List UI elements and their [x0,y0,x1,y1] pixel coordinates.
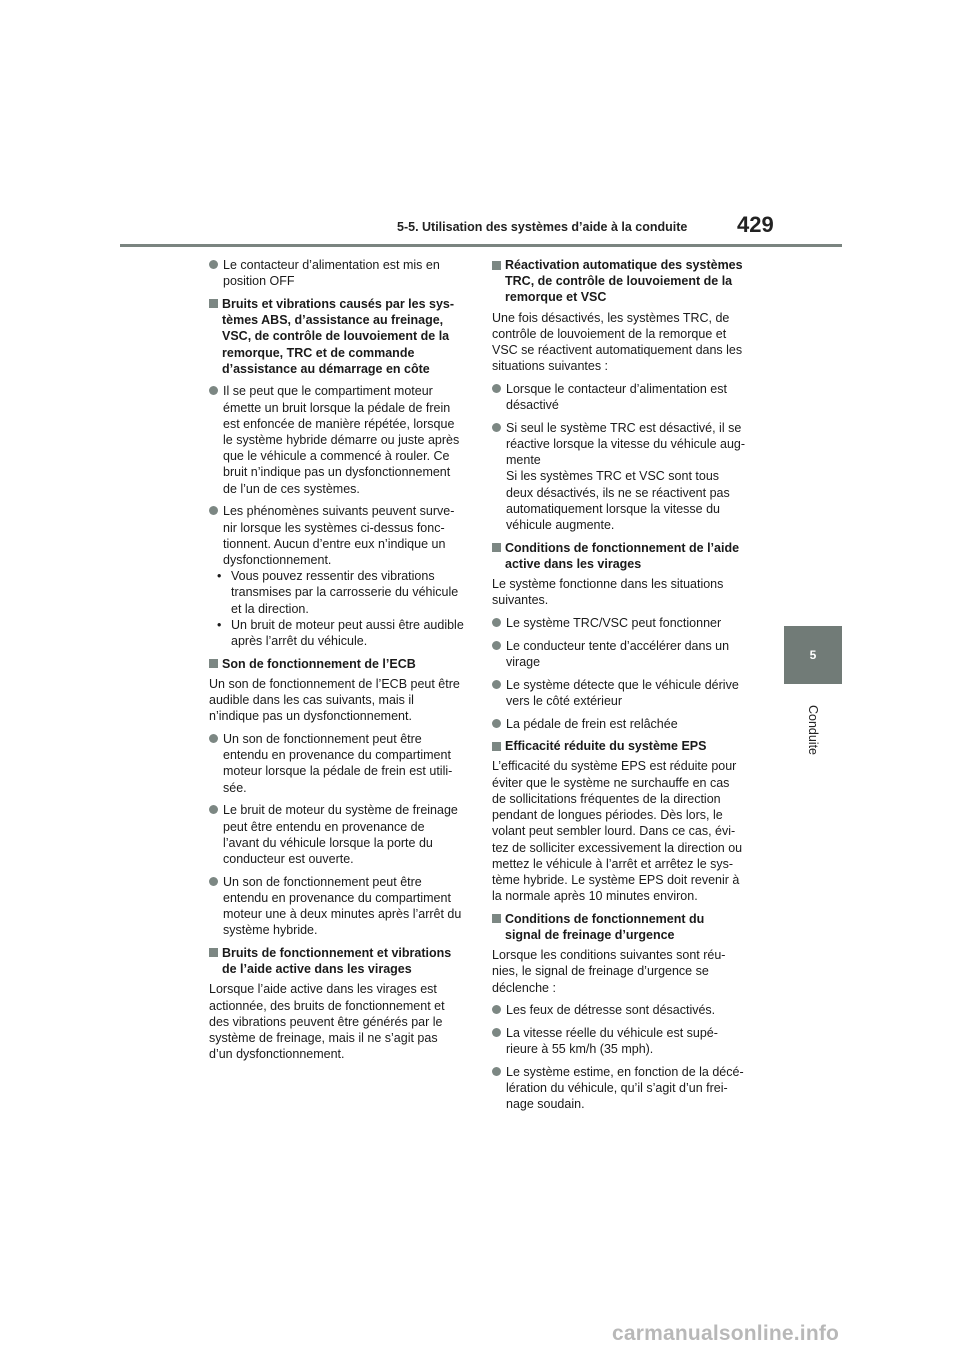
bullet-item [209,802,467,867]
text-line: que le véhicule a commencé à rouler. Ce [223,449,450,464]
text-line: de sollicitations fréquentes de la direction [492,791,721,806]
bullet-dot-icon [492,719,501,728]
text-line: sée. [223,780,247,795]
bullet-item [209,503,467,649]
paragraph [209,981,467,1062]
text-line: Lorsque les conditions suivantes sont réu- [492,948,726,963]
text-line: virage [506,654,541,669]
header-rule [120,244,842,247]
bullet-item [209,383,467,496]
text-line: l’avant du véhicule lorsque la porte du [223,835,433,850]
bullet-item [492,615,750,631]
paragraph [492,758,750,904]
text-line: moteur lorsque la pédale de frein est utili- [223,764,453,779]
text-line: Le contacteur d’alimentation est mis en [223,258,440,272]
text-line: entendu en provenance du compartiment [223,748,451,763]
text-line: Les feux de détresse sont désactivés. [506,1003,716,1018]
bullet-item [492,420,750,533]
text-line: tez de solliciter excessivement la direction ou [492,840,743,855]
section-heading [209,945,467,977]
text-line: déclenche : [492,980,556,995]
text-line: de l’aide active dans les virages [222,962,412,977]
text-line: active dans les virages [505,556,642,571]
text-line: tème hybride. Le système EPS doit revenir à [492,872,740,887]
text-line: est enfoncée de manière répétée, lorsque [223,416,455,431]
text-line: signal de freinage d’urgence [505,928,675,943]
text-line: la normale après 10 minutes environ. [492,889,698,904]
text-line: Bruits de fonctionnement et vibrations [222,945,452,960]
text-line: Si seul le système TRC est désactivé, il se [506,420,742,435]
text-line: dysfonctionnement. [223,552,332,567]
text-line: réactive lorsque la vitesse du véhicule aug- [506,437,746,452]
text-line: et la direction. [231,601,309,616]
bullet-dot-icon [492,1028,501,1037]
sub-bullet-marker: • [217,617,222,632]
bullet-item [492,677,750,709]
section-heading [492,257,750,306]
bullet-item [209,257,467,289]
text-line: entendu en provenance du compartiment [223,890,451,905]
text-line: d’un dysfonctionnement. [209,1047,345,1062]
text-line: Un son de fonctionnement de l’ECB peut être [209,676,460,691]
text-line: remorque, TRC et de commande [222,345,415,360]
section-heading [209,296,467,377]
text-line: mente [506,453,541,468]
text-line: système hybride. [223,923,318,938]
text-line: suivantes. [492,593,549,608]
page-number: 429 [737,212,774,237]
text-line: audible dans les cas suivants, mais il [209,693,414,708]
text-line: conducteur est ouverte. [223,851,354,866]
text-line: nies, le signal de freinage d’urgence se [492,964,709,979]
text-line: volant peut sembler lourd. Dans ce cas, évi- [492,824,736,839]
text-line: automatiquement lorsque la vitesse du [506,501,721,516]
text-line: actionnée, des bruits de fonctionnement et [209,998,445,1013]
bullet-item [209,731,467,796]
bullet-dot-icon [492,680,501,689]
bullet-item [492,638,750,670]
right-column [492,257,750,1119]
text-line: contrôle de louvoiement de la remorque et [492,326,727,341]
heading-square-icon [492,742,501,751]
heading-square-icon [209,948,218,957]
heading-square-icon [209,659,218,668]
text-line: L’efficacité du système EPS est réduite pour [492,759,737,774]
text-line: position OFF [223,274,295,289]
text-line: VSC, de contrôle de louvoiement de la [222,329,450,344]
text-line: Vous pouvez ressentir des vibrations [231,569,435,584]
text-line: La pédale de frein est relâchée [506,716,678,731]
text-line: Lorsque l’aide active dans les virages est [209,982,437,997]
text-line: rieure à 55 km/h (35 mph). [506,1042,654,1057]
text-line: Il se peut que le compartiment moteur [223,384,433,399]
bullet-dot-icon [209,260,218,269]
paragraph [492,576,750,608]
sub-bullet [217,568,467,617]
bullet-dot-icon [492,384,501,393]
section-title: 5-5. Utilisation des systèmes d’aide à la conduite [397,220,688,234]
watermark: carmanualsonline.info [612,1322,840,1345]
bullet-item [492,716,750,732]
text-line: des vibrations peuvent être générés par le [209,1014,443,1029]
heading-square-icon [209,299,218,308]
chapter-tab: 5 [784,626,842,684]
bullet-dot-icon [492,1005,501,1014]
text-line: La vitesse réelle du véhicule est supé- [506,1026,718,1041]
text-line: tèmes ABS, d’assistance au freinage, [222,313,444,328]
text-line: Le système TRC/VSC peut fonctionner [506,616,722,631]
text-line: transmises par la carrosserie du véhicule [231,585,459,600]
text-line: Le système détecte que le véhicule dérive [506,677,739,692]
bullet-item [492,1002,750,1018]
bullet-item [492,381,750,413]
text-line: éviter que le système ne surchauffe en cas [492,775,730,790]
text-line: Le conducteur tente d’accélérer dans un [506,638,730,653]
bullet-item [492,1064,750,1113]
heading-square-icon [492,543,501,552]
heading-square-icon [492,914,501,923]
paragraph [209,676,467,725]
text-line: Le système fonctionne dans les situations [492,577,724,592]
text-line: Réactivation automatique des systèmes [505,258,743,272]
text-line: désactivé [506,398,559,413]
text-line: pendant de longues périodes. Dès lors, le [492,808,723,823]
text-line: Un son de fonctionnement peut être [223,731,422,746]
bullet-item [209,874,467,939]
bullet-dot-icon [492,641,501,650]
text-line: nage soudain. [506,1097,585,1112]
text-line: Conditions de fonctionnement du [505,911,705,926]
text-line: émette un bruit lorsque la pédale de frein [223,400,451,415]
left-column [209,257,467,1069]
text-line: deux désactivés, ils ne se réactivent pas [506,485,730,500]
heading-square-icon [492,261,501,270]
bullet-dot-icon [209,386,218,395]
text-line: mettez le véhicule à l’arrêt et arrêtez le sys- [492,856,734,871]
bullet-dot-icon [209,734,218,743]
text-line: VSC se réactivent automatiquement dans les [492,343,743,358]
text-line: Le système estime, en fonction de la décé- [506,1064,744,1079]
text-line: lération du véhicule, qu’il s’agit d’un frei- [506,1081,728,1096]
section-heading [492,911,750,943]
text-line: nir lorsque les systèmes ci-dessus fonc- [223,520,445,535]
chapter-label: Conduite [806,704,820,756]
text-line: Les phénomènes suivants peuvent surve- [223,504,455,519]
bullet-dot-icon [209,805,218,814]
paragraph [492,310,750,375]
text-line: Lorsque le contacteur d’alimentation est [506,381,727,396]
section-heading [492,540,750,572]
text-line: Son de fonctionnement de l’ECB [222,656,416,671]
text-line: Une fois désactivés, les systèmes TRC, de [492,310,730,325]
section-heading [209,656,467,672]
text-line: Un bruit de moteur peut aussi être audible [231,617,464,632]
text-line: Si les systèmes TRC et VSC sont tous [506,469,720,484]
text-line: Un son de fonctionnement peut être [223,874,422,889]
text-line: remorque et VSC [505,290,607,305]
text-line: Conditions de fonctionnement de l’aide [505,540,740,555]
text-line: le système hybride démarre ou juste après [223,433,460,448]
text-line: Le bruit de moteur du système de freinage [223,803,458,818]
text-line: Bruits et vibrations causés par les sys- [222,296,455,311]
bullet-dot-icon [209,877,218,886]
bullet-dot-icon [209,506,218,515]
text-line: bruit n’indique pas un dysfonctionnement [223,465,451,480]
sub-bullet-marker: • [217,569,222,584]
text-line: peut être entendu en provenance de [223,819,425,834]
bullet-dot-icon [492,1067,501,1076]
text-line: véhicule augmente. [506,518,615,533]
text-line: situations suivantes : [492,359,609,374]
bullet-dot-icon [492,618,501,627]
paragraph [492,947,750,996]
text-line: TRC, de contrôle de louvoiement de la [505,274,733,289]
bullet-item [492,1025,750,1057]
text-line: moteur une à deux minutes après l’arrêt du [223,907,462,922]
text-line: n’indique pas un dysfonctionnement. [209,709,412,724]
bullet-dot-icon [492,423,501,432]
sub-bullet [217,617,467,649]
text-line: vers le côté extérieur [506,693,623,708]
text-line: de l’un de ces systèmes. [223,481,360,496]
text-line: d’assistance au démarrage en côte [222,361,430,376]
text-line: Efficacité réduite du système EPS [505,739,707,754]
text-line: système de freinage, mais il ne s’agit pas [209,1030,438,1045]
text-line: après l’arrêt du véhicule. [231,633,368,648]
text-line: tionnent. Aucun d’entre eux n’indique un [223,536,446,551]
section-heading [492,738,750,754]
